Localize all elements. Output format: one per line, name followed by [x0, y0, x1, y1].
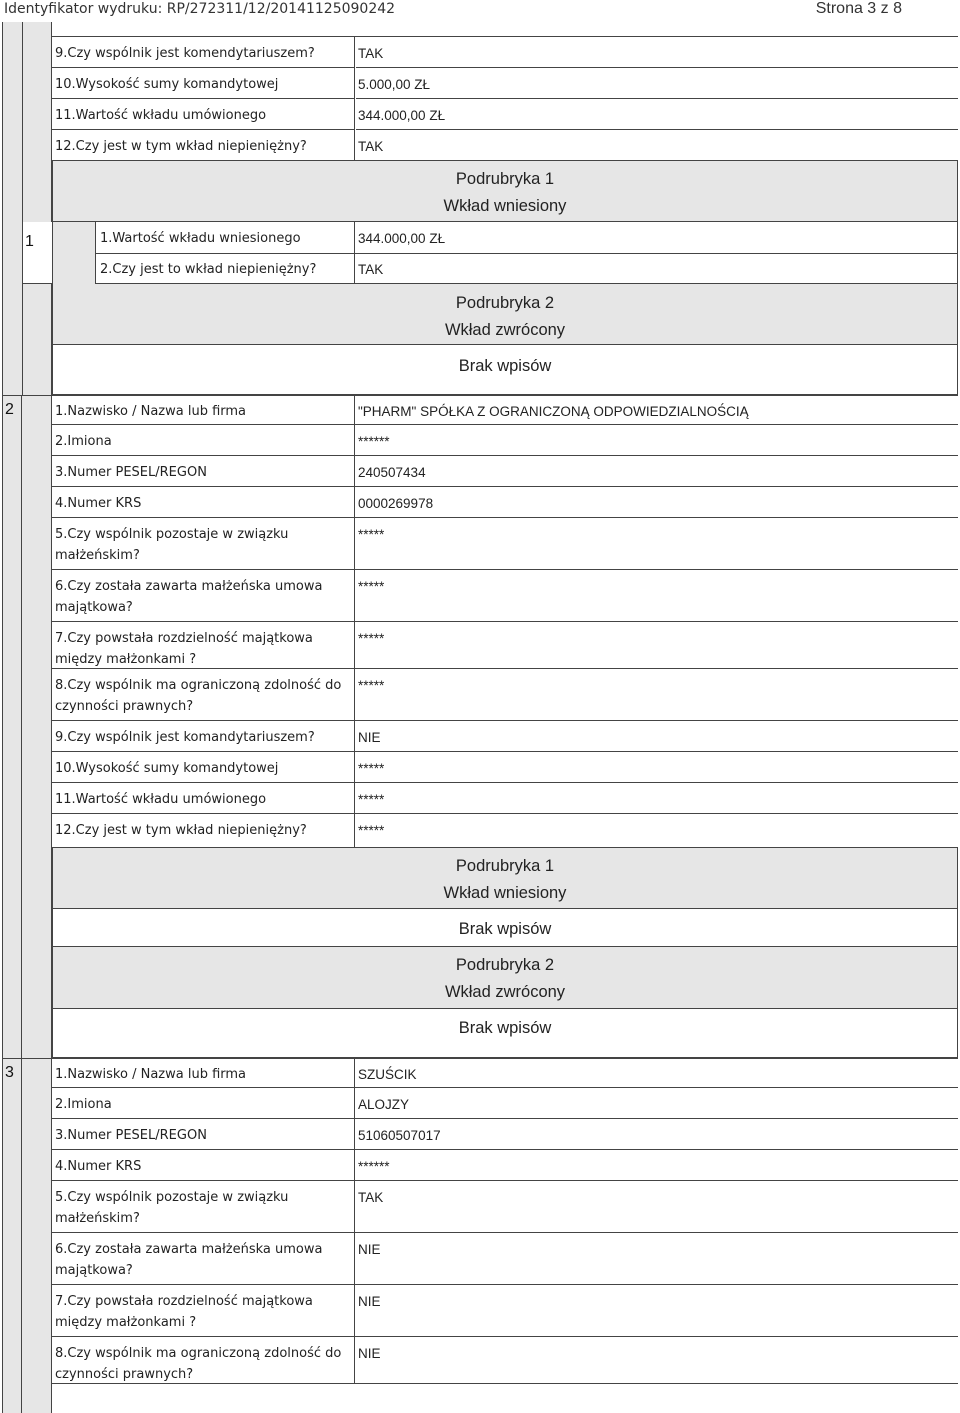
row-value: NIE: [356, 1285, 958, 1336]
subsection-subtitle: Wkład zwrócony: [444, 983, 566, 1001]
row-label-line: majątkowa?: [55, 600, 133, 615]
row-label: 4.Numer KRS: [52, 487, 354, 517]
row-value: ALOJZY: [356, 1088, 958, 1118]
row-label: [52, 570, 354, 621]
row-value: 0000269978: [356, 487, 958, 517]
row-value: TAK: [356, 1181, 958, 1232]
row-value: *****: [356, 814, 958, 847]
row-label: 1.Nazwisko / Nazwa lub firma: [52, 1058, 354, 1087]
nested-number-column: [52, 222, 96, 284]
row-value: 51060507017: [356, 1119, 958, 1149]
row-label: 2.Imiona: [52, 1088, 354, 1118]
row-label-line: 8.Czy wspólnik ma ograniczoną zdolność do: [55, 678, 342, 693]
row-label-line: 5.Czy wspólnik pozostaje w związku: [55, 527, 289, 542]
row-label-line: między małżonkami ?: [55, 1315, 197, 1330]
empty-notice: Brak wpisów: [458, 1019, 552, 1037]
row-label-line: między małżonkami ?: [55, 652, 197, 667]
row-value: 5.000,00 ZŁ: [356, 68, 958, 98]
row-label: 2.Imiona: [52, 425, 354, 455]
entry-number: 3: [5, 1064, 14, 1081]
page-header: [0, 0, 960, 22]
row-value: NIE: [356, 1337, 958, 1383]
row-label: [52, 1181, 354, 1232]
row-label: [52, 1337, 354, 1383]
row-label: 11.Wartość wkładu umówionego: [52, 783, 354, 813]
subsection-title: Podrubryka 1: [455, 857, 555, 875]
row-label: 3.Numer PESEL/REGON: [52, 456, 354, 486]
inner-margin-column-2: [22, 284, 52, 395]
row-label: 12.Czy jest w tym wkład niepieniężny?: [52, 814, 354, 847]
empty-notice: Brak wpisów: [458, 920, 552, 938]
nested-row-value: 344.000,00 ZŁ: [358, 231, 446, 246]
nested-row-label: 1.Wartość wkładu wniesionego: [100, 231, 301, 246]
row-value: NIE: [356, 721, 958, 751]
entry-separator: [2, 1058, 958, 1059]
entry-number: 2: [5, 401, 14, 418]
row-label-line: 8.Czy wspólnik ma ograniczoną zdolność do: [55, 1346, 342, 1361]
row-value: *****: [356, 518, 958, 569]
entry-separator: [2, 395, 958, 396]
row-value: TAK: [356, 37, 958, 67]
row-label-line: małżeńskim?: [55, 548, 140, 563]
entry-number-column-3: [2, 1058, 22, 1413]
row-value: 344.000,00 ZŁ: [356, 99, 958, 129]
row-value: *****: [356, 622, 958, 673]
inner-margin-column-entry3: [22, 1058, 52, 1413]
row-label-line: czynności prawnych?: [55, 1367, 194, 1382]
empty-notice: Brak wpisów: [458, 357, 552, 375]
row-label: [52, 518, 354, 569]
row-label: 9.Czy wspólnik jest komendytariuszem?: [52, 37, 354, 67]
row-label: 9.Czy wspólnik jest komandytariuszem?: [52, 721, 354, 751]
subsection-title: Podrubryka 2: [455, 956, 555, 974]
row-label: [52, 1233, 354, 1284]
row-value: *****: [356, 783, 958, 813]
row-label-line: 7.Czy powstała rozdzielność majątkowa: [55, 631, 313, 646]
row-value: ******: [356, 425, 958, 455]
label-value-divider: [354, 222, 355, 284]
nested-row-value: TAK: [358, 262, 384, 277]
page-number: Strona 3 z 8: [815, 0, 902, 17]
row-label-line: 7.Czy powstała rozdzielność majątkowa: [55, 1294, 313, 1309]
print-identifier: Identyfikator wydruku: RP/272311/12/20141125090242: [4, 1, 396, 17]
subsection-title: Podrubryka 2: [455, 294, 555, 312]
label-value-divider: [354, 395, 355, 847]
row-label: 3.Numer PESEL/REGON: [52, 1119, 354, 1149]
row-label-line: czynności prawnych?: [55, 699, 194, 714]
row-label-line: 6.Czy została zawarta małżeńska umowa: [55, 579, 323, 594]
row-value: ******: [356, 1150, 958, 1180]
inner-margin-column-entry2: [22, 395, 52, 1058]
entry-number-column-2: [2, 395, 22, 1058]
row-label-line: 6.Czy została zawarta małżeńska umowa: [55, 1242, 323, 1257]
row-label: 10.Wysokość sumy komandytowej: [52, 752, 354, 782]
label-value-divider: [354, 37, 356, 160]
entry-number: 1: [25, 233, 34, 250]
row-value: *****: [356, 570, 958, 621]
row-label: 1.Nazwisko / Nazwa lub firma: [52, 395, 354, 424]
row-divider: [52, 1383, 958, 1384]
row-label: [52, 669, 354, 720]
subsection-title: Podrubryka 1: [455, 170, 555, 188]
row-value: NIE: [356, 1233, 958, 1284]
row-label: 10.Wysokość sumy komandytowej: [52, 68, 354, 98]
label-value-divider: [354, 1058, 355, 1383]
row-value: "PHARM" SPÓŁKA Z OGRANICZONĄ ODPOWIEDZIALNOŚCIĄ: [356, 395, 958, 424]
row-label-line: małżeńskim?: [55, 1211, 140, 1226]
row-label: 11.Wartość wkładu umówionego: [52, 99, 354, 129]
row-label: 12.Czy jest w tym wkład niepieniężny?: [52, 130, 354, 160]
subsection-subtitle: Wkład wniesiony: [443, 884, 567, 902]
row-label-line: majątkowa?: [55, 1263, 133, 1278]
row-label: [52, 1285, 354, 1336]
subsection-subtitle: Wkład zwrócony: [444, 321, 566, 339]
row-value: TAK: [356, 130, 958, 160]
outer-margin-column: [2, 22, 22, 395]
row-label: 4.Numer KRS: [52, 1150, 354, 1180]
row-value: SZUŚCIK: [356, 1058, 958, 1087]
row-value: *****: [356, 752, 958, 782]
nested-row-label: 2.Czy jest to wkład niepieniężny?: [100, 262, 317, 277]
row-value: *****: [356, 669, 958, 720]
row-label-line: 5.Czy wspólnik pozostaje w związku: [55, 1190, 289, 1205]
row-value: 240507434: [356, 456, 958, 486]
subsection-subtitle: Wkład wniesiony: [443, 197, 567, 215]
inner-margin-column-1: [22, 22, 52, 222]
row-label: [52, 622, 354, 673]
